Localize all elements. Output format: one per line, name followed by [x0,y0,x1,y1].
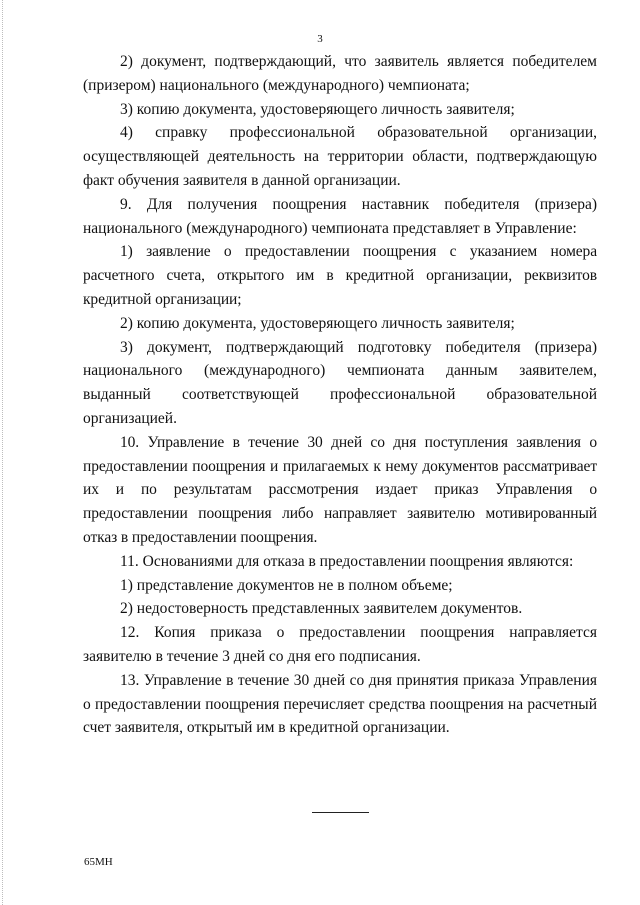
paragraph-9-item-3: 3) документ, подтверждающий подготовку победителя (призера) национального (международного) чемпионата данным заявителем, выданный соответствующей профессиональной образовательной организацией. [83,338,597,427]
paragraph-10: 10. Управление в течение 30 дней со дня поступления заявления о предоставлении поощрения и прилагаемых к нему документов рассматривает их и по результатам рассмотрения издает приказ Управления о предоставлении поощрения либо направляет заявителю мотивированный отказ в предоставлении поощрения. [83,433,597,546]
footer-code: 65МН [84,856,113,868]
paragraph-13: 13. Управление в течение 30 дней со дня принятия приказа Управления о предоставлении поощрения перечисляет средства поощрения на расчетный счет заявителя, открытый им в кредитной организации. [83,671,597,737]
page-number: 3 [317,33,323,45]
paragraph-9-item-2: 2) копию документа, удостоверяющего личность заявителя; [120,314,515,332]
paragraph-12: 12. Копия приказа о предоставлении поощрения направляется заявителю в течение 3 дней со дня его подписания. [83,624,597,665]
paragraph-8-item-3: 3) копию документа, удостоверяющего личность заявителя; [120,100,515,118]
scan-edge [2,0,4,905]
paragraph-9: 9. Для получения поощрения наставник победителя (призера) национального (международного) чемпионата представляет в Управление: [83,195,597,237]
paragraph-11-item-2: 2) недостоверность представленных заявителем документов. [120,600,523,618]
end-of-text-rule [312,812,369,813]
paragraph-8-item-2: 2) документ, подтверждающий, что заявитель является победителем (призером) национального (международного) чемпионата; [83,53,597,94]
paragraph-11-item-1: 1) представление документов не в полном объеме; [120,576,453,594]
paragraph-9-item-1: 1) заявление о предоставлении поощрения с указанием номера расчетного счета, открытого им в кредитной организации, реквизитов кредитной организации; [83,243,597,308]
paragraph-11: 11. Основаниями для отказа в предоставлении поощрения являются: [120,552,574,570]
document-body [83,50,597,740]
paragraph-8-item-4: 4) справку профессиональной образовательной организации, осуществляющей деятельность на территории области, подтверждающую факт обучения заявителя в данной организации. [83,124,597,189]
